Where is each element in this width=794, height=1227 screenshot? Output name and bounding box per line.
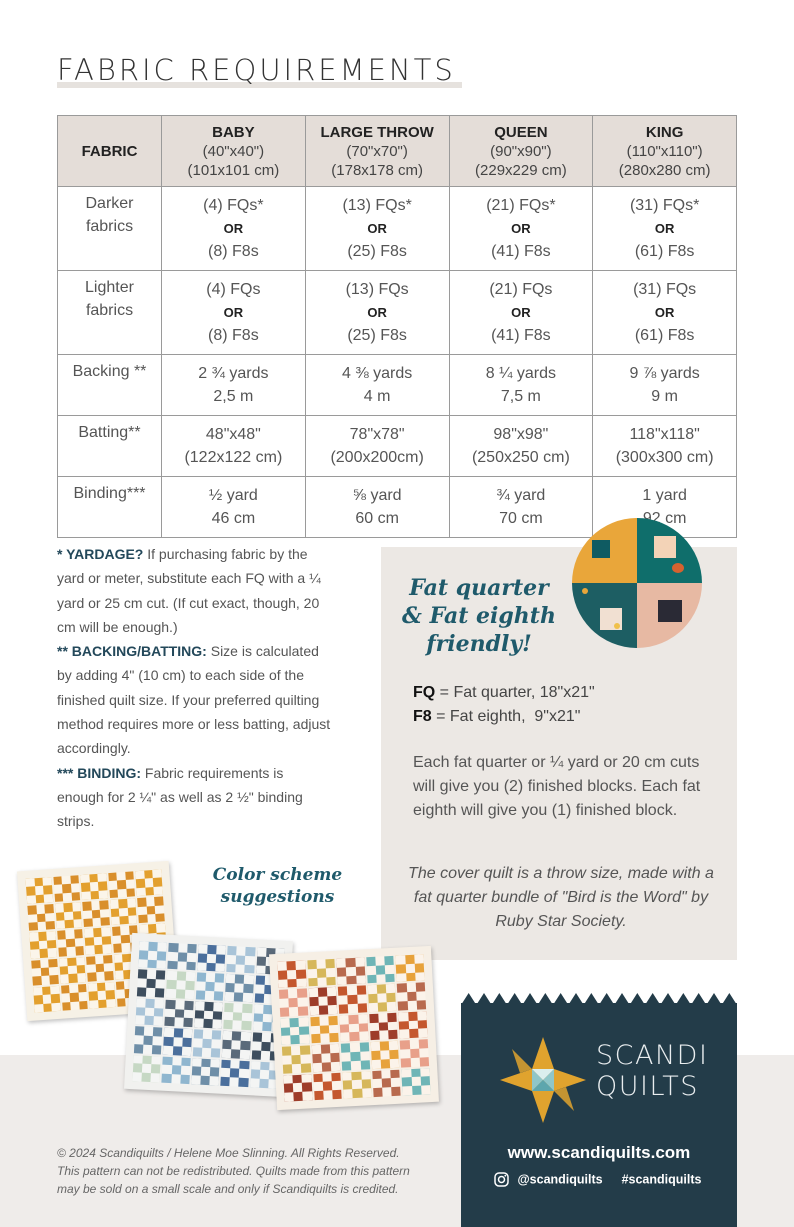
- quilt-block: [368, 984, 397, 1012]
- quilt-block: [196, 973, 225, 1001]
- size-header-large-throw: LARGE THROW (70"x70") (178x178 cm): [305, 116, 449, 187]
- quilt-grid: [132, 941, 284, 1088]
- note-backing-batting: ** BACKING/BATTING: Size is calculated by adding 4" (10 cm) to each side of the finished quilt size. If your preferred quilting method requires more or less batting, adjust accordingly.: [57, 643, 331, 757]
- table-row-backing: [58, 355, 737, 416]
- table-cell: (4) FQs OR (8) F8s: [162, 271, 306, 355]
- quilt-block: [402, 1068, 431, 1096]
- instagram-icon: [494, 1172, 509, 1187]
- quilt-block: [371, 1041, 400, 1069]
- row-label-binding: Binding***: [58, 477, 162, 538]
- quilt-block: [27, 904, 54, 931]
- fabric-swatch-circle: [572, 518, 702, 648]
- quilt-block: [25, 877, 52, 904]
- quilt-block: [138, 897, 165, 924]
- fabric-requirements-table: [57, 115, 737, 538]
- quilt-block: [61, 984, 88, 1011]
- table-cell: (21) FQs* OR (41) F8s: [449, 187, 593, 271]
- quilt-block: [225, 974, 254, 1002]
- table-cell: 2 ¾ yards 2,5 m: [162, 355, 306, 416]
- quilt-grid: [277, 954, 430, 1101]
- table-cell: (31) FQs OR (61) F8s: [593, 271, 737, 355]
- quilt-block: [366, 956, 395, 984]
- quilt-block: [84, 928, 111, 955]
- abbreviation-definitions: [413, 681, 595, 729]
- quilt-block: [29, 931, 56, 958]
- quilt-block: [397, 983, 426, 1011]
- quilt-block: [135, 998, 164, 1026]
- quilt-block: [307, 959, 336, 987]
- note-binding: *** BINDING: Fabric requirements is enough for 2 ¼" as well as 2 ½" binding strips.: [57, 764, 303, 830]
- cover-quilt-note: The cover quilt is a throw size, made with a fat quarter bundle of "Bird is the Word" by Ruby Star Society.: [408, 865, 714, 930]
- quilt-block: [88, 982, 115, 1009]
- quilt-block: [197, 944, 226, 972]
- table-cell: ¾ yard 70 cm: [449, 477, 593, 538]
- quilt-block: [342, 1071, 371, 1099]
- quilt-block: [166, 971, 195, 999]
- table-cell: 118"x118" (300x300 cm): [593, 416, 737, 477]
- table-cell: (13) FQs* OR (25) F8s: [305, 187, 449, 271]
- quilt-block: [193, 1029, 222, 1057]
- quilt-block: [310, 1016, 339, 1044]
- quilt-block: [162, 1056, 191, 1084]
- quilt-block: [223, 1003, 252, 1031]
- table-cell: (4) FQs* OR (8) F8s: [162, 187, 306, 271]
- table-cell: ⅝ yard 60 cm: [305, 477, 449, 538]
- row-label-batting: Batting**: [58, 416, 162, 477]
- quilt-block: [282, 1046, 311, 1074]
- size-header-queen: QUEEN (90"x90") (229x229 cm): [449, 116, 593, 187]
- hashtag[interactable]: #scandiquilts: [621, 1172, 702, 1187]
- quilt-block: [308, 987, 337, 1015]
- table-row-darker: [58, 187, 737, 271]
- copyright-notice: © 2024 Scandiquilts / Helene Moe Slinning. All Rights Reserved. This pattern can not be redistributed. Quilts made from this pattern may be sold on a small scale and only if Scandiquilts is credited.: [57, 1146, 410, 1196]
- color-scheme-heading: Color scheme suggestions: [212, 865, 343, 907]
- quilt-block: [108, 871, 135, 898]
- quilt-block: [341, 1042, 370, 1070]
- quilt-block: [311, 1044, 340, 1072]
- quilt-block: [110, 898, 137, 925]
- table-row-batting: [58, 416, 737, 477]
- quilt-block: [82, 900, 109, 927]
- quilt-block: [277, 960, 306, 988]
- quilt-block: [338, 986, 367, 1014]
- quilt-block: [55, 902, 82, 929]
- table-cell: (13) FQs OR (25) F8s: [305, 271, 449, 355]
- quilt-block: [340, 1014, 369, 1042]
- quilt-block: [400, 1039, 429, 1067]
- quilt-block: [165, 1000, 194, 1028]
- social-handles: [494, 1172, 701, 1187]
- quilt-block: [280, 1017, 309, 1045]
- table-cell: 98"x98" (250x250 cm): [449, 416, 593, 477]
- row-label-darker: Darker fabrics: [58, 187, 162, 271]
- quilt-block: [399, 1011, 428, 1039]
- note-yardage: * YARDAGE? If purchasing fabric by the yard or meter, substitute each FQ with a ¼ yard or 25 cm cut. (If cut exact, though, 20 cm will be enough.): [57, 546, 321, 635]
- website-link[interactable]: www.scandiquilts.com: [507, 1143, 691, 1162]
- quilt-block: [31, 959, 58, 986]
- quilt-block: [59, 957, 86, 984]
- quilt-block: [53, 875, 80, 902]
- quilt-block: [163, 1028, 192, 1056]
- quilt-block: [372, 1069, 401, 1097]
- quilt-block: [81, 873, 108, 900]
- quilt-block: [313, 1072, 342, 1100]
- quilt-block: [221, 1059, 250, 1087]
- table-header-row: [58, 116, 737, 187]
- table-cell: 8 ¼ yards 7,5 m: [449, 355, 593, 416]
- fq-definition: FQ = Fat quarter, 18"x21": [413, 684, 595, 701]
- quilt-block: [86, 955, 113, 982]
- table-cell: 9 ⅞ yards 9 m: [593, 355, 737, 416]
- quilt-block: [222, 1031, 251, 1059]
- quilt-swatch-warm: [269, 946, 439, 1110]
- fabric-column-header: FABRIC: [58, 116, 162, 187]
- table-cell: 1 yard: [593, 477, 737, 538]
- instagram-handle[interactable]: @scandiquilts: [517, 1172, 603, 1187]
- quilt-block: [134, 1026, 163, 1054]
- star-logo-icon: [500, 1037, 586, 1123]
- brand-name: SCANDI QUILTS: [596, 1040, 709, 1102]
- quilt-block: [138, 941, 167, 969]
- blocks-info: Each fat quarter or ¼ yard or 20 cm cuts will give you (2) finished blocks. Each fat eighth will give you (1) finished block.: [413, 754, 701, 819]
- quilt-block: [279, 989, 308, 1017]
- f8-definition: F8 = Fat eighth, 9"x21": [413, 708, 581, 725]
- quilt-block: [283, 1074, 312, 1102]
- table-cell: (21) FQs OR (41) F8s: [449, 271, 593, 355]
- table-cell: 78"x78" (200x200cm): [305, 416, 449, 477]
- size-header-king: KING (110"x110") (280x280 cm): [593, 116, 737, 187]
- quilt-block: [194, 1001, 223, 1029]
- table-cell: 4 ⅜ yards 4 m: [305, 355, 449, 416]
- table-cell: 48"x48" (122x122 cm): [162, 416, 306, 477]
- quilt-block: [57, 929, 84, 956]
- table-cell: ½ yard 46 cm: [162, 477, 306, 538]
- quilt-block: [137, 970, 166, 998]
- row-label-backing: Backing **: [58, 355, 162, 416]
- quilt-block: [337, 957, 366, 985]
- size-header-baby: BABY (40"x40") (101x101 cm): [162, 116, 306, 187]
- quilt-block: [136, 869, 163, 896]
- quilt-block: [132, 1055, 161, 1083]
- quilt-block: [396, 954, 425, 982]
- fat-quarter-friendly-heading: Fat quarter & Fat eighth friendly!: [402, 575, 556, 657]
- quilt-block: [226, 946, 255, 974]
- table-cell: (31) FQs* OR (61) F8s: [593, 187, 737, 271]
- quilt-swatch-blue: [124, 933, 293, 1097]
- table-row-lighter: [58, 271, 737, 355]
- footnotes: [57, 542, 332, 834]
- quilt-block: [33, 986, 60, 1013]
- quilt-block: [168, 943, 197, 971]
- page-title: FABRIC REQUIREMENTS: [57, 52, 462, 88]
- quilt-block: [369, 1013, 398, 1041]
- quilt-block: [191, 1058, 220, 1086]
- row-label-lighter: Lighter fabrics: [58, 271, 162, 355]
